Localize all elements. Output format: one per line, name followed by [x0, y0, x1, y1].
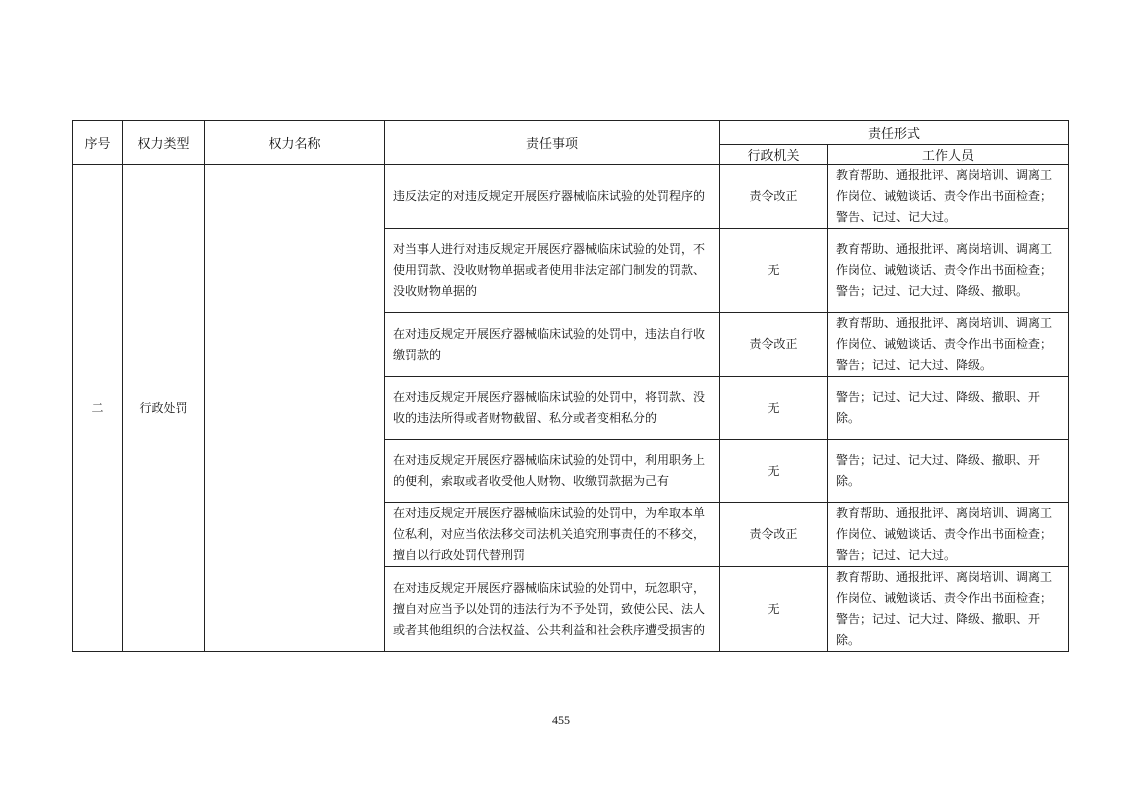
header-row-1: [73, 121, 1069, 145]
responsibility-item-cell: 在对违反规定开展医疗器械临床试验的处罚中，玩忽职守，擅自对应当予以处罚的违法行为不予处罚，致使公民、法人或者其他组织的合法权益、公共利益和社会秩序遭受损害的: [385, 567, 720, 652]
admin-organ-cell: 无: [720, 229, 828, 313]
admin-organ-cell: 责令改正: [720, 313, 828, 377]
page-number: 455: [552, 713, 570, 727]
header-power-name: 权力名称: [205, 121, 385, 165]
admin-organ-cell: 无: [720, 440, 828, 503]
staff-cell: 警告；记过、记大过、降级、撤职、开除。: [828, 440, 1069, 503]
responsibility-item-cell: 在对违反规定开展医疗器械临床试验的处罚中，为牟取本单位私利，对应当依法移交司法机关追究刑事责任的不移交，擅自以行政处罚代替刑罚: [385, 503, 720, 567]
staff-cell: 教育帮助、通报批评、离岗培训、调离工作岗位、诫勉谈话、责令作出书面检查；警告；记过、记大过、降级。: [828, 313, 1069, 377]
admin-organ-cell: 无: [720, 377, 828, 440]
staff-cell: 教育帮助、通报批评、离岗培训、调离工作岗位、诫勉谈话、责令作出书面检查；警告；记过、记大过。: [828, 503, 1069, 567]
admin-organ-cell: 责令改正: [720, 503, 828, 567]
header-staff: 工作人员: [828, 145, 1069, 165]
staff-cell: 教育帮助、通报批评、离岗培训、调离工作岗位、诫勉谈话、责令作出书面检查；警告；记过、记大过、降级、撤职。: [828, 229, 1069, 313]
power-name-cell: [205, 165, 385, 652]
responsibility-item-cell: 对当事人进行对违反规定开展医疗器械临床试验的处罚，不使用罚款、没收财物单据或者使用非法定部门制发的罚款、没收财物单据的: [385, 229, 720, 313]
responsibility-item-cell: 在对违反规定开展医疗器械临床试验的处罚中，将罚款、没收的违法所得或者财物截留、私分或者变相私分的: [385, 377, 720, 440]
table-row: [73, 165, 1069, 229]
header-responsibility-form: 责任形式: [720, 121, 1069, 145]
responsibility-item-cell: 在对违反规定开展医疗器械临床试验的处罚中，违法自行收缴罚款的: [385, 313, 720, 377]
responsibility-item-cell: 违反法定的对违反规定开展医疗器械临床试验的处罚程序的: [385, 165, 720, 229]
staff-cell: 教育帮助、通报批评、离岗培训、调离工作岗位、诫勉谈话、责令作出书面检查；警告、记过、记大过。: [828, 165, 1069, 229]
header-seq: 序号: [73, 121, 123, 165]
responsibility-item-cell: 在对违反规定开展医疗器械临床试验的处罚中，利用职务上的便利，索取或者收受他人财物、收缴罚款据为己有: [385, 440, 720, 503]
admin-organ-cell: 无: [720, 567, 828, 652]
seq-cell: 二: [73, 165, 123, 652]
staff-cell: 警告；记过、记大过、降级、撤职、开除。: [828, 377, 1069, 440]
header-admin-organ: 行政机关: [720, 145, 828, 165]
responsibility-table: [72, 120, 1069, 652]
header-responsibility: 责任事项: [385, 121, 720, 165]
admin-organ-cell: 责令改正: [720, 165, 828, 229]
table-body: [73, 165, 1069, 652]
staff-cell: 教育帮助、通报批评、离岗培训、调离工作岗位、诫勉谈话、责令作出书面检查；警告；记过、记大过、降级、撤职、开除。: [828, 567, 1069, 652]
power-type-cell: 行政处罚: [123, 165, 205, 652]
header-power-type: 权力类型: [123, 121, 205, 165]
